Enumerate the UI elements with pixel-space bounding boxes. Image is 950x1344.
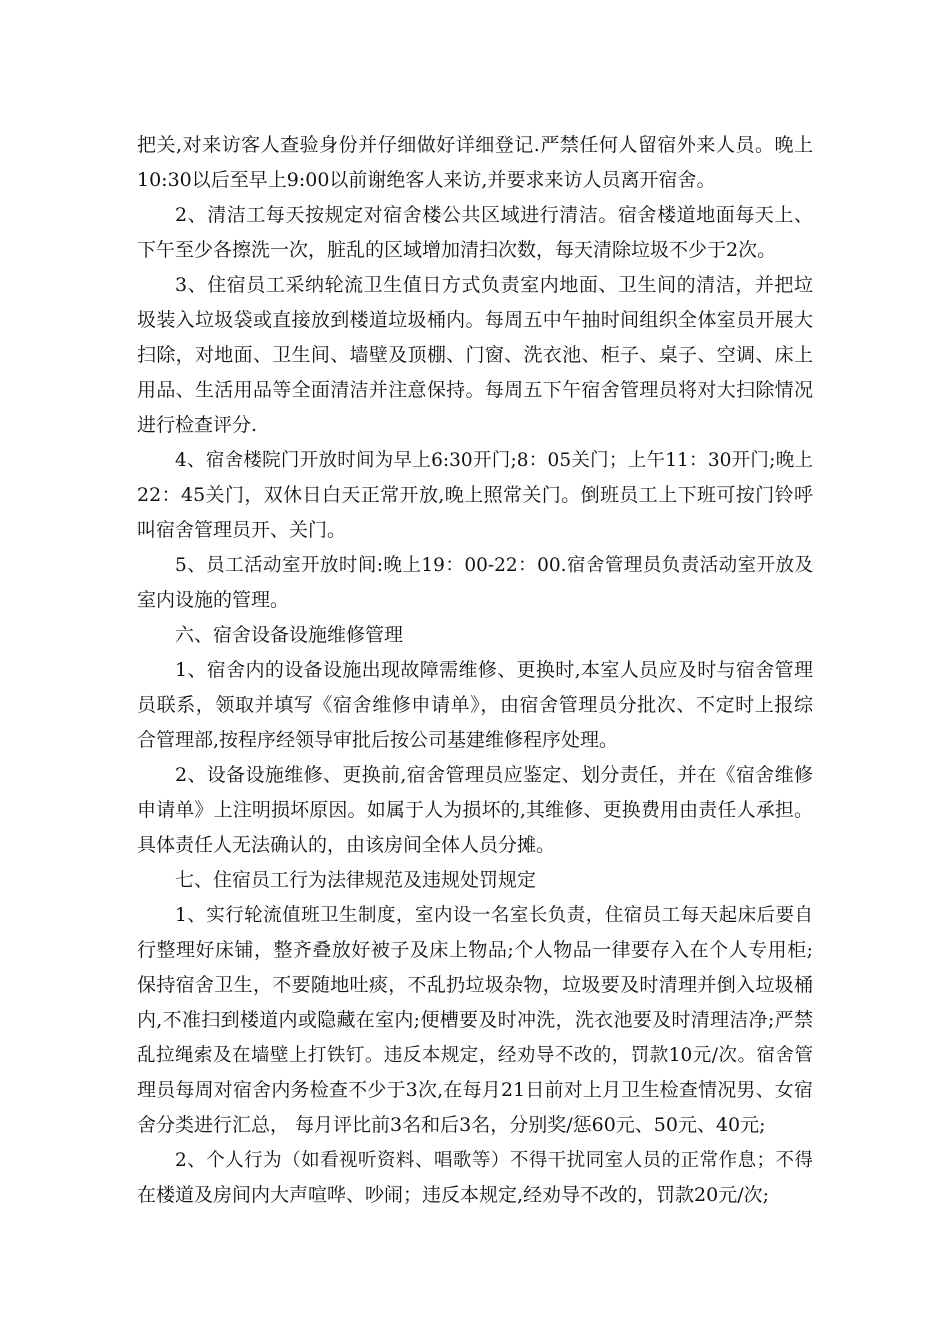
text-line: 保持宿舍卫生，不要随地吐痰，不乱扔垃圾杂物，垃圾要及时清理并倒入垃圾桶 [137,974,813,996]
section-heading-conduct-rules [137,863,813,898]
document-page [137,128,813,1213]
text-line: 叫宿舍管理员开、关门。 [137,519,347,541]
text-line: 2、设备设施维修、更换前,宿舍管理员应鉴定、划分责任，并在《宿舍维修 [175,764,813,786]
text-line: 1、实行轮流值班卫生制度，室内设一名室长负责，住宿员工每天起床后要自 [175,905,813,926]
text-line: 合管理部,按程序经领导审批后按公司基建维修程序处理。 [137,729,619,751]
text-line: 行整理好床铺，整齐叠放好被子及床上物品;个人物品一律要存入在个人专用柜; [137,939,813,961]
text-line: 在楼道及房间内大声喧哗、吵闹；违反本规定,经劝导不改的，罚款20元/次; [137,1184,770,1206]
text-line: 2、个人行为（如看视听资料、唱歌等）不得干扰同室人员的正常作息；不得 [175,1150,813,1171]
paragraph-hygiene-duty [137,898,813,1143]
paragraph-cleaning-public-areas [137,198,813,268]
text-line: 理员每周对宿舍内务检查不少于3次,在每月21日前对上月卫生检查情况男、女宿 [137,1079,813,1101]
text-line: 5、员工活动室开放时间:晚上19：00-22：00.宿舍管理员负责活动室开放及 [175,555,813,576]
text-line: 圾装入垃圾袋或直接放到楼道垃圾桶内。每周五中午抽时间组织全体室员开展大 [137,309,813,331]
section-heading-text: 六、宿舍设备设施维修管理 [175,624,404,646]
text-line: 扫除，对地面、卫生间、墙壁及顶棚、门窗、洗衣池、柜子、桌子、空调、床上 [137,344,813,366]
text-line: 乱拉绳索及在墙壁上打铁钉。违反本规定，经劝导不改的，罚款10元/次。宿舍管 [137,1045,813,1066]
section-heading-text: 七、住宿员工行为法律规范及违规处罚规定 [175,869,537,891]
text-line: 具体责任人无法确认的，由该房间全体人员分摊。 [137,834,556,856]
text-line: 申请单》上注明损坏原因。如属于人为损坏的,其维修、更换费用由责任人承担。 [137,799,813,821]
paragraph-visitor-registration [137,128,813,198]
paragraph-gate-hours [137,443,813,548]
text-line: 1、宿舍内的设备设施出现故障需维修、更换时,本室人员应及时与宿舍管理 [175,659,813,681]
text-line: 下午至少各擦洗一次，脏乱的区域增加清扫次数，每天清除垃圾不少于2次。 [137,239,777,261]
text-line: 内,不准扫到楼道内或隐藏在室内;便槽要及时冲洗，洗衣池要及时清理洁净;严禁 [137,1009,813,1031]
text-line: 员联系，领取并填写《宿舍维修申请单》，由宿舍管理员分批次、不定时上报综 [137,694,813,716]
text-line: 10:30以后至早上9:00以前谢绝客人来访,并要求来访人员离开宿舍。 [137,169,716,191]
text-line: 用品、生活用品等全面清洁并注意保持。每周五下午宿舍管理员将对大扫除情况 [137,379,813,401]
paragraph-damage-responsibility [137,758,813,863]
text-line: 把关,对来访客人查验身份并仔细做好详细登记.严禁任何人留宿外来人员。晚上 [137,134,813,156]
section-heading-maintenance [137,618,813,653]
paragraph-personal-behavior [137,1143,813,1213]
paragraph-room-cleaning-duty [137,268,813,443]
paragraph-activity-room-hours [137,548,813,618]
paragraph-repair-request [137,653,813,758]
text-line: 4、宿舍楼院门开放时间为早上6:30开门;8：05关门；上午11：30开门;晚上 [175,450,813,471]
text-line: 室内设施的管理。 [137,589,290,611]
text-line: 3、住宿员工采纳轮流卫生值日方式负责室内地面、卫生间的清洁，并把垃 [175,274,813,296]
text-line: 舍分类进行汇总， 每月评比前3名和后3名，分别奖/惩60元、50元、40元; [137,1114,766,1136]
text-line: 2、清洁工每天按规定对宿舍楼公共区域进行清洁。宿舍楼道地面每天上、 [175,204,813,226]
text-line: 22：45关门，双休日白天正常开放,晚上照常关门。倒班员工上下班可按门铃呼 [137,484,813,506]
text-line: 进行检查评分. [137,414,258,436]
